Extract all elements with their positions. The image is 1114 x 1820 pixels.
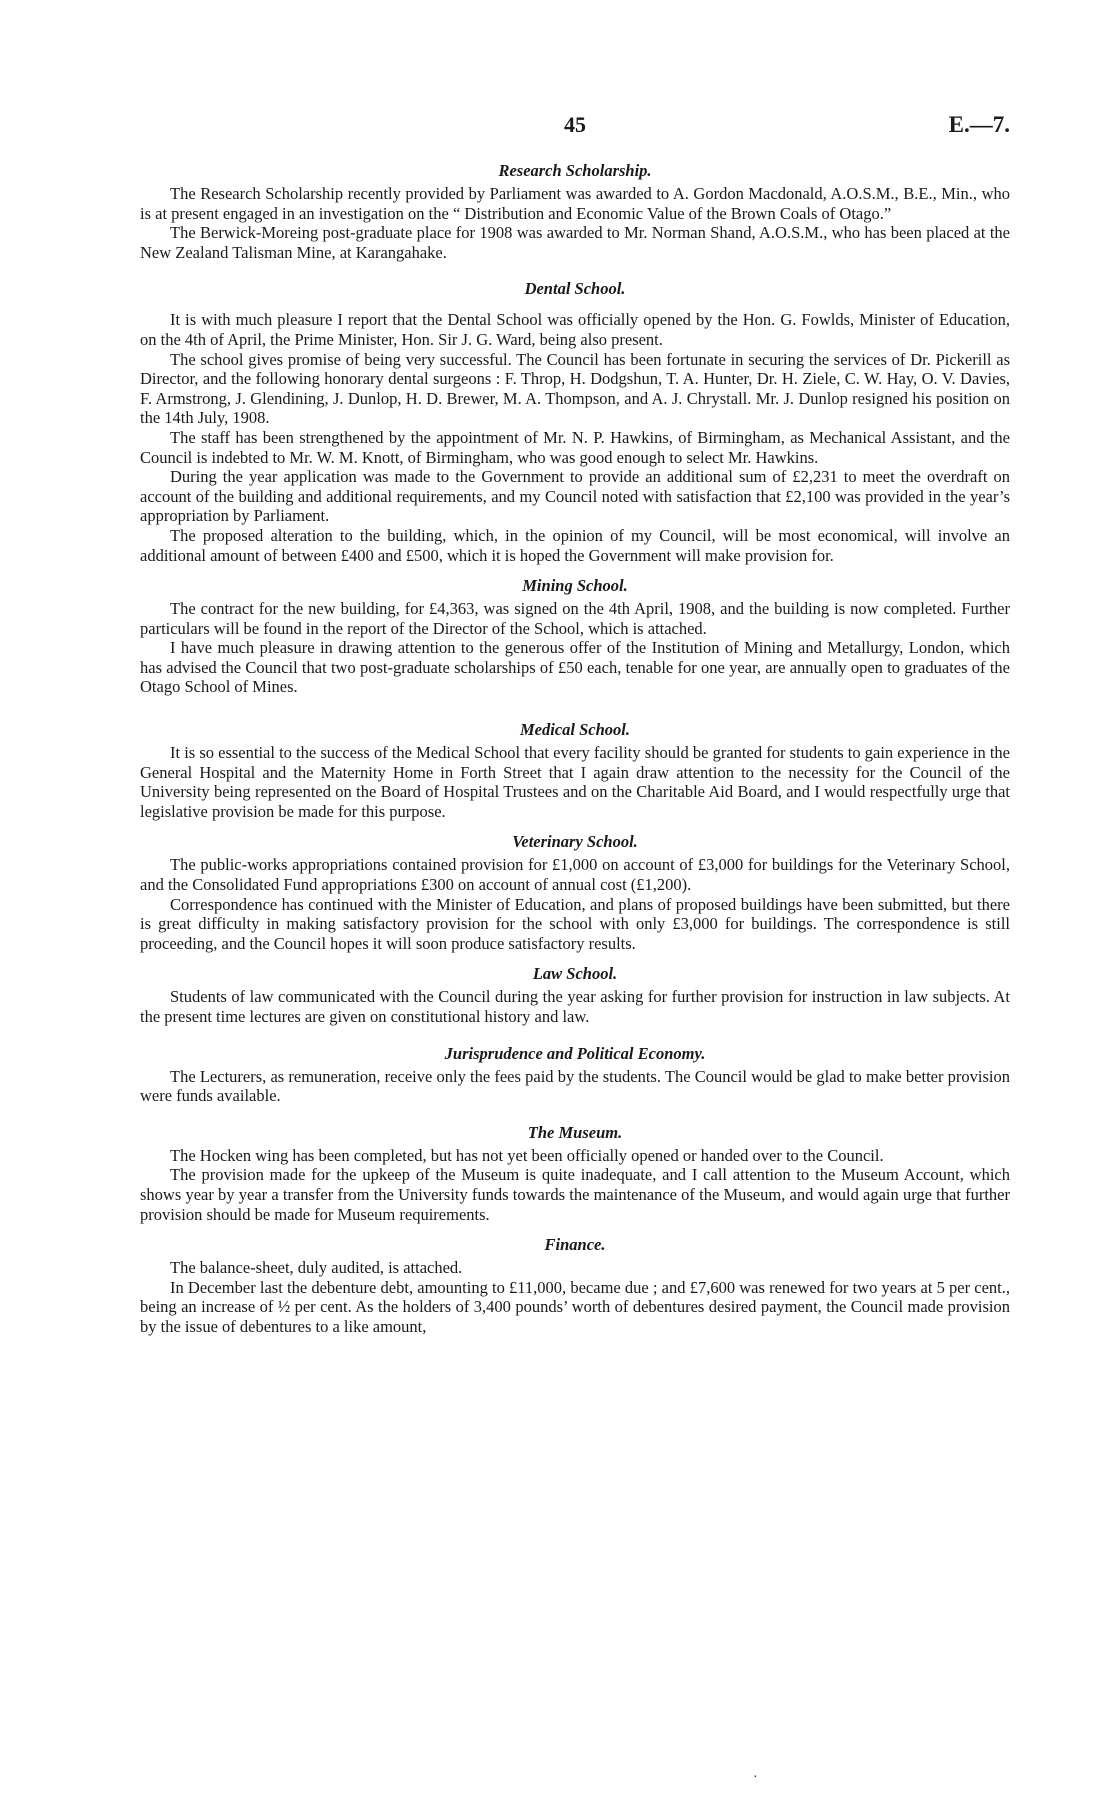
document-reference: E.—7. <box>948 112 1010 137</box>
paragraph: It is with much pleasure I report that the Dental School was officially opened by the Hon. G. Fowlds, Minister of Education, on the 4th of April, the Prime Minister, Hon. Sir J. G. Ward, being also present. <box>140 310 1010 349</box>
paragraph: The Lecturers, as remuneration, receive only the fees paid by the students. The Council would be glad to make better provision were funds available. <box>140 1066 1010 1106</box>
page-number: 45 <box>564 112 586 137</box>
section-heading-jurisprudence: Jurisprudence and Political Economy. <box>444 1043 706 1063</box>
paragraph: Students of law communicated with the Council during the year asking for further provision for instruction in law subjects. At the present time lectures are given on constitutional history and law. <box>140 987 1010 1026</box>
print-speck: · <box>753 1770 758 1785</box>
section-heading-research-scholarship: Research Scholarship. <box>498 161 652 180</box>
paragraph: The provision made for the upkeep of the Museum is quite inadequate, and I call attention to the Museum Account, which shows year by year a transfer from the University funds towards the maintenance of the Museum, and would again urge that further provision should be made for Museum requirements. <box>140 1165 1010 1224</box>
paragraph: It is so essential to the success of the Medical School that every facility should be granted for students to gain experience in the General Hospital and the Maternity Home in Forth Street that I again draw attention to the necessity for the Council of the University being represented on the Board of Hospital Trustees and on the Charitable Aid Board, and I would respectfully urge that legislative provision be made for this purpose. <box>140 743 1010 821</box>
paragraph: The public-works appropriations contained provision for £1,000 on account of £3,000 for buildings for the Veterinary School, and the Consolidated Fund appropriations £300 on account of annual cost (£1,200). <box>140 855 1010 895</box>
paragraph: The school gives promise of being very successful. The Council has been fortunate in securing the services of Dr. Pickerill as Director, and the following honorary dental surgeons : F. Throp, H. Dodgshun, T. A. Hunter, Dr. H. Ziele, C. W. Hay, O. V. Davies, F. Armstrong, J. Glendining, J. Dunlop, H. D. Brewer, M. A. Thompson, and A. J. Chrystall. Mr. J. Dunlop resigned his position on the 14th July, 1908. <box>140 349 1010 428</box>
paragraph: The proposed alteration to the building, which, in the opinion of my Council, will be most economical, will involve an additional amount of between £400 and £500, which it is hoped the Government will make provision for. <box>140 525 1010 565</box>
paragraph: The balance-sheet, duly audited, is attached. <box>170 1258 463 1278</box>
paragraph: The staff has been strengthened by the appointment of Mr. N. P. Hawkins, of Birmingham, as Mechanical Assistant, and the Council is indebted to Mr. W. M. Knott, of Birmingham, who was good enough to select Mr. Hawkins. <box>140 427 1010 467</box>
paragraph: Correspondence has continued with the Minister of Education, and plans of proposed buildings have been submitted, but there is great difficulty in making satisfactory provision for the school with only £3,000 for buildings. The correspondence is still proceeding, and the Council hopes it will soon produce satisfactory results. <box>140 894 1010 953</box>
section-heading-veterinary-school: Veterinary School. <box>512 832 638 852</box>
paragraph: The Hocken wing has been completed, but has not yet been officially opened or handed over to the Council. <box>170 1145 884 1165</box>
paragraph: In December last the debenture debt, amounting to £11,000, became due ; and £7,600 was renewed for two years at 5 per cent., being an increase of ½ per cent. As the holders of 3,400 pounds’ worth of debentures desired payment, the Council made provision by the issue of debentures to a like amount, <box>140 1277 1010 1336</box>
section-heading-museum: The Museum. <box>527 1122 623 1142</box>
section-heading-law-school: Law School. <box>532 964 618 984</box>
section-heading-mining-school: Mining School. <box>522 576 628 596</box>
paragraph: I have much pleasure in drawing attention to the generous offer of the Institution of Mining and Metallurgy, London, which has advised the Council that two post-graduate scholarships of £50 each, tenable for one year, are annually open to graduates of the Otago School of Mines. <box>140 638 1010 697</box>
paragraph: The Research Scholarship recently provided by Parliament was awarded to A. Gordon Macdonald, A.O.S.M., B.E., Min., who is at present engaged in an investigation on the “ Distribution and Economic Value of the Brown Coals of Otago.” <box>140 184 1010 223</box>
paragraph: During the year application was made to the Government to provide an additional sum of £2,231 to meet the overdraft on account of the building and additional requirements, and my Council noted with satisfaction that £2,100 was provided in the year’s appropriation by Parliament. <box>140 467 1010 526</box>
section-heading-dental-school: Dental School. <box>524 279 626 299</box>
document-body <box>140 158 1010 1337</box>
page-header <box>140 112 1010 146</box>
section-heading-medical-school: Medical School. <box>520 720 630 740</box>
section-heading-finance: Finance. <box>544 1235 606 1255</box>
paragraph: The Berwick-Moreing post-graduate place for 1908 was awarded to Mr. Norman Shand, A.O.S.M., who has been placed at the New Zealand Talisman Mine, at Karangahake. <box>140 223 1010 262</box>
paragraph: The contract for the new building, for £4,363, was signed on the 4th April, 1908, and the building is now completed. Further particulars will be found in the report of the Director of the School, which is attached. <box>140 599 1010 638</box>
